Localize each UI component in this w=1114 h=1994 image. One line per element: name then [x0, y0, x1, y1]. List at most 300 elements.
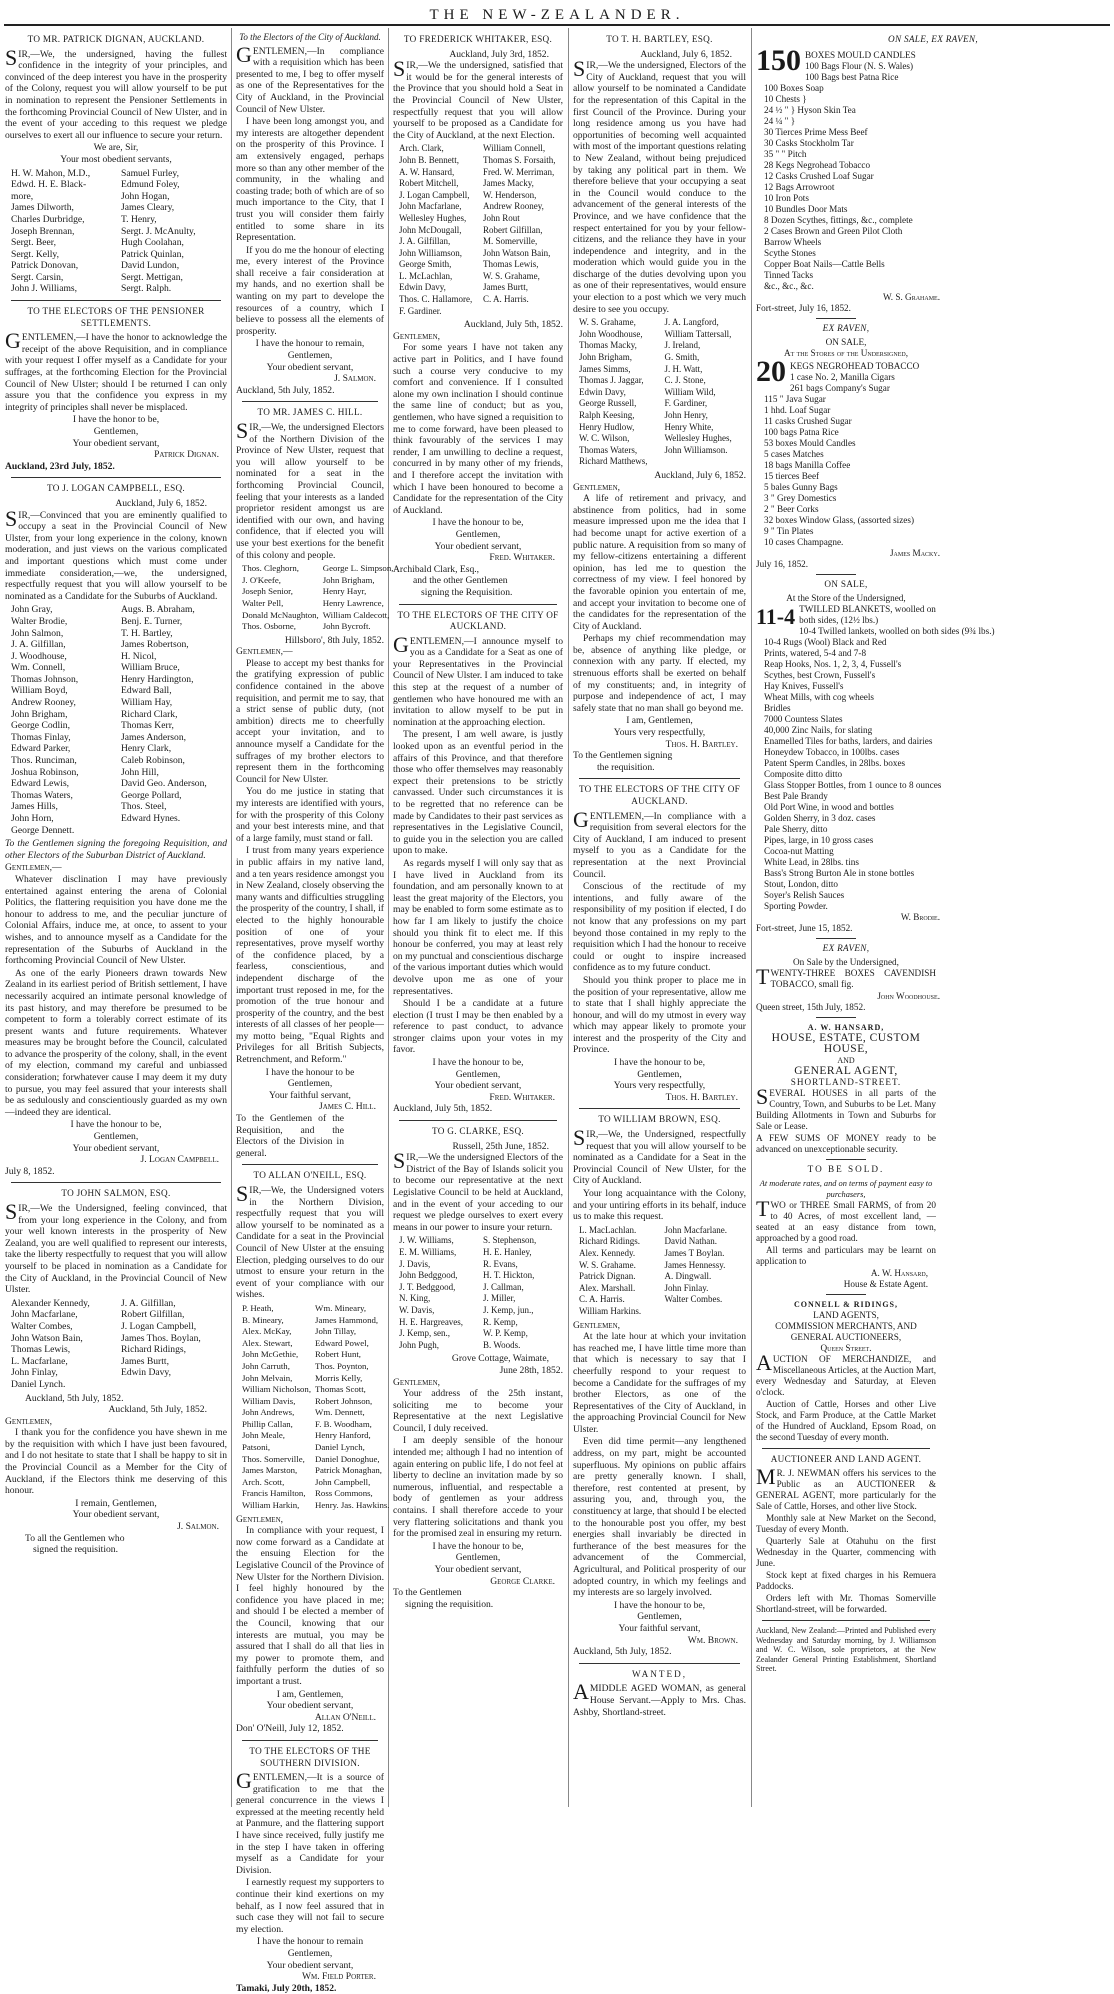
closing: Gentlemen,	[455, 1552, 501, 1564]
signatory-name: Thomas S. Forsaith,	[483, 154, 556, 165]
signatory-name: Thos. Osborne,	[242, 621, 296, 632]
article-heading: WANTED,	[631, 1668, 688, 1679]
signatory-name: L. McLachlan,	[399, 270, 453, 281]
signatory-name: C. A. Harris.	[483, 294, 529, 305]
closing: I remain, Gentlemen,	[75, 1497, 157, 1509]
advert-item: 40,000 Zinc Nails, for slating	[764, 725, 873, 735]
advert-big-number: 20	[756, 355, 786, 388]
signatory-name: J. T. Bedggood,	[399, 1281, 456, 1292]
signatory-name: William Connell,	[483, 143, 546, 154]
signatory-name: James Robertson,	[121, 639, 189, 651]
signatory-name: W. P. Kemp,	[483, 1328, 528, 1339]
article-heading: TO MR. PATRICK DIGNAN, AUCKLAND.	[27, 34, 205, 44]
advert-body: AUCTION OF MERCHANDIZE, and Miscellaneous Articles, at the Auction Mart, every Wednesday and Saturday, at Eleven o'clock.	[756, 1350, 936, 1397]
signatory-name: Caleb Robinson,	[121, 755, 185, 767]
signatory-name: Henry White,	[664, 421, 714, 432]
signatory-name: Thomas Kerr,	[121, 720, 174, 732]
signatory-name: John Finlay,	[11, 1367, 58, 1379]
closing: I am, Gentlemen,	[276, 1688, 344, 1700]
advert-item: 5 cases Matches	[764, 449, 824, 459]
dateline: Tamaki, July 20th, 1852.	[236, 1982, 337, 1994]
closing: Your most obedient servants,	[60, 153, 172, 165]
signatory-name: J. O'Keefe,	[242, 574, 281, 585]
signatory-name: William Bruce,	[121, 662, 180, 674]
advert-item: 24 ½ " } Hyson Skin Tea	[764, 105, 856, 115]
signatory-name: J. Ireland,	[664, 340, 701, 351]
dateline: Grove Cottage, Waimate,	[451, 1353, 549, 1365]
signature: Wm. Field Porter.	[301, 1971, 376, 1983]
signatory-name: John Meale,	[242, 1430, 285, 1441]
advert-item: 28 Kegs Negrohead Tobacco	[764, 160, 871, 170]
signatory-name: Richard Clark,	[121, 708, 178, 720]
signatory-name: Robert Hunt,	[315, 1349, 361, 1360]
signatory-name: W. Davis,	[399, 1304, 435, 1315]
addressee: signing the requisition.	[405, 1598, 494, 1610]
advert-item: 32 boxes Window Glass, (assorted sizes)	[764, 515, 915, 525]
signatory-name: John Macfarlane,	[11, 1309, 78, 1321]
signatory-name: John Tillay,	[315, 1326, 357, 1337]
signatory-name: George Codlin,	[11, 720, 70, 732]
signatory-name: John Carruth,	[242, 1360, 290, 1371]
closing: Gentlemen,	[287, 350, 333, 362]
salutation: Gentlemen,	[236, 1513, 284, 1525]
column-1	[5, 30, 227, 1810]
signatory-name: H. E. Hargreaves,	[399, 1316, 464, 1327]
advert-title: Queen Street.	[820, 1343, 872, 1353]
signatory-name: John B. Bennett,	[399, 154, 459, 165]
signatory-name: W. Henderson,	[483, 189, 537, 200]
note: To the Gentlemen signing the foregoing Requisition, and other Electors of the Suburban District of Auckland.	[5, 838, 227, 861]
signatory-name: B. Woods.	[483, 1339, 521, 1350]
signatory-name: S. Stephenson,	[483, 1235, 537, 1246]
closing: Your obedient servant,	[434, 1564, 522, 1575]
signatory-name: James Hills,	[11, 801, 58, 813]
dateline: Fort-street, July 16, 1852.	[756, 303, 851, 313]
signatory-name: Henry. Jas. Hawkins.	[315, 1500, 390, 1511]
signatory-name: Henry Lawrence,	[322, 597, 384, 608]
rule	[11, 477, 221, 478]
signature: Fred. Whitaker.	[489, 1091, 555, 1103]
signatory-name: John Rout	[483, 212, 520, 223]
signatory-name: William Nicholson,	[242, 1384, 312, 1395]
advert-item: 1 hhd. Loaf Sugar	[764, 405, 831, 415]
addressee: signed the requisition.	[33, 1544, 118, 1556]
advert-item: 261 bags Company's Sugar	[790, 383, 890, 393]
signatory-name: Donald McNaughton,	[242, 609, 319, 620]
advert-item: Copper Boat Nails—Cattle Bells	[764, 259, 885, 269]
rule	[816, 938, 856, 939]
signatory-name: Sergt. Mettigan,	[121, 271, 183, 283]
advert-item: Wheat Mills, with cog wheels	[764, 692, 874, 702]
article-heading: TO WILLIAM BROWN, ESQ.	[598, 1114, 721, 1125]
article-body: As regards myself I will only say that as I have lived in Auckland from its foundation, and am personally known to at least the great majority of the Electors, you may be enabled to form some estimate as to how far I am likely to justify the choice should you think fit to elect me. If this honour be conferred, you may at least rely on my punctual and conscientious discharge of the various important duties which would devolve upon me as one of your representatives.	[393, 857, 563, 997]
signatory-name: Thomas Waters,	[11, 789, 73, 801]
closing: Gentlemen,	[93, 1131, 139, 1143]
article-heading: TO ALLAN O'NEILL, ESQ.	[253, 1170, 367, 1181]
article-heading: TO THE ELECTORS OF THE CITY OF AUCKLAND.	[397, 609, 559, 632]
signatory-name: Patrick Quinlan,	[121, 248, 184, 260]
closing: Gentlemen,	[455, 528, 501, 540]
advert-item: Patent Sperm Candles, in 28lbs. boxes	[764, 758, 906, 768]
signatory-name: William Hay,	[121, 697, 173, 709]
advert-body: A FEW SUMS OF MONEY ready to be advanced on unexceptionable security.	[756, 1133, 936, 1154]
advert-item: 10 Iron Pots	[764, 193, 809, 203]
advert-item: 11 casks Crushed Sugar	[764, 416, 852, 426]
signatory-name	[665, 1306, 747, 1318]
advert-item: 12 Casks Crushed Loaf Sugar	[764, 171, 874, 181]
article-body: AMIDDLE AGED WOMAN, as general House Servant.—Apply to Mrs. Chas. Ashby, Shortland-street.	[573, 1679, 746, 1718]
signatory-name: A. Dingwall.	[664, 1271, 712, 1282]
signatory-name: John Bedggood,	[399, 1270, 458, 1281]
signatory-name: Walter Combes.	[664, 1294, 723, 1305]
advert-item: 10-4 Rugs (Wool) Black and Red	[764, 637, 887, 647]
advert-item: Soyer's Relish Sauces	[764, 890, 845, 900]
advert-item: 10 cases Champagne.	[764, 537, 844, 547]
dateline: Auckland, July 3rd, 1852.	[449, 48, 549, 60]
signature: J. Salmon.	[334, 373, 376, 385]
signatory-name: Thos. C. Hallamore,	[399, 294, 473, 305]
signatory-name: John J. Williams,	[11, 283, 78, 295]
article-body: Should you think proper to place me in the position of your representative, allow me to state that I shall highly appreciate the honour, and will do my utmost in every way which may appear likely to promote your interest and the prosperity of the City and Province.	[573, 974, 746, 1056]
column-5	[756, 30, 1110, 1810]
article-body: GENTLEMEN,—I have the honor to acknowledge the receipt of the above Requisition, and in compliance with your request I offer myself as a Candidate for your suffrages, at the forthcoming Election for the Provincial Council of New Ulster; should I be returned I can only assure you that the confidence you express in my integrity of principles shall never be misplaced.	[5, 328, 227, 413]
addressee: To the Gentlemen	[393, 1587, 462, 1599]
rule	[242, 401, 378, 402]
signatory-name: F. Gardiner,	[664, 398, 708, 409]
column-divider	[388, 28, 389, 1807]
advert-item: Glass Stopper Bottles, from 1 ounce to 8 ounces	[764, 780, 942, 790]
advert-item: 10 Chests }	[764, 94, 807, 104]
signatory-list	[579, 1225, 746, 1318]
signatory-name: Joseph Senior,	[242, 586, 293, 597]
dateline: Auckland, July 6, 1852.	[654, 469, 746, 481]
signature: Patrick Dignan.	[154, 449, 219, 461]
signatory-name: Fred. W. Merriman,	[483, 166, 555, 177]
signatory-name: R. Kemp,	[483, 1316, 518, 1327]
signatory-name: Daniel Donoghue,	[315, 1453, 380, 1464]
signatory-name: George Pollard,	[121, 789, 182, 801]
signatory-name: John Watson Bain,	[483, 247, 551, 258]
advert-body: SEVERAL HOUSES in all parts of the Country, Town, and Suburbs to be Let. Many Building Allotments in Town and Suburbs for Sale or Lease.	[756, 1084, 936, 1131]
rule	[816, 318, 856, 319]
signatory-name: M. Somerville,	[483, 236, 538, 247]
signatory-name: Alex. Marshall.	[579, 1282, 636, 1293]
signatory-name: William Davis,	[242, 1395, 296, 1406]
signatory-name: James Hennessy.	[664, 1259, 726, 1270]
article-body: SIR,—We, the undersigned, having the fullest confidence in the integrity of your principles, and convinced of the deep interest you have in the prosperity of the Colony, request you will allow yourself to be put in nomination to represent the Pensioner Settlements in the forthcoming Provincial Council of New Ulster, and in the event of your acceding to this request we pledge ourselves to exert all our influence to secure your return.	[5, 44, 227, 141]
signatory-name: Charles Durbridge,	[11, 213, 85, 225]
advert-item: White Lead, in 28lbs. tins	[764, 857, 859, 867]
signature: J. Salmon.	[177, 1521, 219, 1533]
article-heading: TO T. H. BARTLEY, ESQ.	[606, 34, 713, 44]
signatory-name: John Horn,	[11, 813, 54, 824]
signatory-name: John Williamson,	[399, 247, 462, 258]
advert-item-list	[756, 61, 1110, 292]
closing: Gentlemen,	[455, 1068, 501, 1080]
article-body: Your long acquaintance with the Colony, and your untiring efforts in its behalf, induce us to make this request.	[573, 1188, 746, 1223]
signatory-name: J. Kemp, jun.,	[483, 1304, 534, 1315]
advert-item: Golden Sherry, in 3 doz. cases	[764, 813, 876, 823]
signatory-name: Henry Hardington,	[121, 673, 194, 685]
signatory-name: Edwin Davy,	[399, 282, 446, 293]
signatory-name: L. MacLachlan.	[579, 1224, 637, 1235]
reply-paragraph: For some years I have not taken any active part in Politics, and I have found such a course very conducive to my comfort and convenience. If I consulted alone my own inclination I should continue the same line of conduct; but as you, gentlemen, who have signed a requisition to me to come forward, have been pleased to think favourably of the services I may render, I am unwilling to decline a request, concurred in by many other of my friends, and I therefore accept the invitation with which I have been honoured to become a Candidate for the representation of the City of Auckland.	[393, 342, 563, 516]
dateline: Auckland, July 6, 1852.	[640, 48, 732, 60]
masthead-title: THE NEW-ZEALANDER.	[429, 7, 685, 23]
advert-body: TWENTY-THREE BOXES CAVENDISH TOBACCO, small fig.	[756, 964, 936, 989]
signatory-name: Patrick Monaghan,	[315, 1465, 382, 1476]
signatory-name: John Bycroft.	[322, 621, 371, 632]
signatory-name: John Melvain,	[242, 1372, 293, 1383]
closing: Your faithful servant,	[618, 1622, 701, 1634]
signatory-name: R. Evans,	[483, 1258, 518, 1269]
signatory-name: F. B. Woodham,	[315, 1418, 372, 1429]
article-heading: TO MR. JAMES C. HILL.	[257, 407, 363, 418]
advert-title: GENERAL AGENT,	[794, 1065, 898, 1077]
advert-item: 30 Casks Stockholm Tar	[764, 138, 854, 148]
advert-item: 9 " Tin Plates	[764, 526, 814, 536]
signatory-name: T. Henry,	[121, 213, 157, 225]
article-heading: To the Electors of the City of Auckland.	[239, 32, 381, 42]
signatory-name: Thomas Lewis,	[483, 259, 539, 270]
advert-item: Scythes, best Crown, Fussell's	[764, 670, 876, 680]
closing: I have the honour to be,	[432, 1540, 524, 1552]
article-body: I have been long amongst you, and my interests are altogether dependent on the prosperity of this Province. I am extensively engaged, perhaps more so than any other member of the community, in the whaling and coasting trade; both of which are of so much importance to the City, that I trust you will consider them fairly entitled to some share in its Representation.	[236, 116, 384, 244]
article-body: If you do me the honour of electing me, every interest of the Province shall receive a fair consideration at my hands, and no exertion shall be wanting on my part to develope the resources of a country, which I believe to possess all the elements of prosperity.	[236, 244, 384, 337]
signatory-name: John Henry,	[664, 410, 708, 420]
signatory-name	[121, 1379, 227, 1391]
signatory-list	[11, 604, 227, 836]
closing: Your faithful servant,	[269, 1089, 351, 1101]
advert-item: Old Port Wine, in wood and bottles	[764, 802, 894, 812]
signatory-name: Robert Johnson,	[315, 1395, 373, 1406]
advert-title: GENERAL AUCTIONEERS,	[790, 1332, 902, 1342]
signatory-name: Morris Kelly,	[315, 1372, 363, 1383]
advert-name: CONNELL & RIDINGS,	[793, 1300, 898, 1309]
signatory-name: Sergt. Beer,	[11, 237, 56, 249]
signatory-name: George L. Simpson,	[322, 563, 394, 574]
signatory-list	[11, 1298, 227, 1391]
advert-title: SHORTLAND-STREET.	[790, 1077, 902, 1087]
signatory-name: A. W. Hansard,	[399, 166, 455, 177]
signatory-name: H. E. Hanley,	[483, 1246, 532, 1257]
article-body: SIR,—We, the undersigned Electors of the Northern Division of the Province of New Ulster, request that you will allow yourself to be nominated for a seat in the forthcoming Provincial Council, feeling that your interests as a landed proprietor resident amongst us are identified with our own, and having confidence, that if elected you will use your best exertions for the benefit of this colony and people.	[236, 418, 384, 561]
signatory-name: Edward Parker,	[11, 743, 71, 755]
closing: Your obedient servant,	[434, 540, 522, 552]
rule	[816, 1017, 856, 1018]
signatory-name: J. W. Williams,	[399, 1235, 454, 1246]
signatory-list	[579, 317, 746, 468]
signatory-name: Ralph Keesing,	[579, 410, 635, 420]
advert-body: Auction of Cattle, Horses and other Live Stock, and Farm Produce, at the Cattle Market of the Hundred of Auckland, Epsom Road, on the second Tuesday of every month.	[756, 1399, 936, 1442]
signature: House & Estate Agent.	[843, 1279, 928, 1289]
dateline: Auckland, July 6, 1852.	[115, 497, 207, 509]
signatory-name: Samuel Furley,	[121, 167, 179, 179]
signatory-name: Thos. Somerville,	[242, 1453, 305, 1464]
column-divider	[568, 28, 569, 1807]
article-heading: TO JOHN SALMON, ESQ.	[61, 1188, 171, 1199]
advert-item-list	[756, 626, 995, 912]
signatory-name: John Hill,	[121, 766, 159, 778]
article-heading: TO G. CLARKE, ESQ.	[431, 1126, 524, 1137]
signatory-name: Thos. Poynton,	[315, 1360, 369, 1371]
signatory-name: Sergt. Ralph.	[121, 283, 172, 295]
signatory-name: Ross Commons,	[315, 1488, 373, 1499]
dateline: Auckland, 5th July, 1852.	[236, 384, 335, 396]
dateline: July 16, 1852.	[756, 559, 809, 569]
signatory-name: Wm. Mineary,	[315, 1302, 367, 1313]
signatory-name: Henry Hayr,	[322, 586, 367, 597]
dateline: Queen street, 15th July, 1852.	[756, 1002, 866, 1012]
signatory-name: L. Macfarlane,	[11, 1355, 68, 1367]
signatory-name: Phillip Callan,	[242, 1418, 293, 1429]
advert-sub: At the Stores of the Undersigned,	[783, 348, 909, 358]
reply-paragraph: A life of retirement and privacy, and abstinence from politics, had in some measure impressed upon me the idea that I had become unapt for active exertion of a public nature. A requisition from so many of my fellow-citizens entertaining a different opinion, has led me to question the correctness of my view. I feel honored by the favorable opinion you entertain of me, and accept your invitation to become one of the candidates for the representation of the City of Auckland.	[573, 493, 746, 632]
signatory-name: W. S. Grahame.	[579, 1259, 636, 1270]
advert-item: 2 Cases Brown and Green Pilot Cloth	[764, 226, 903, 236]
advert-heading: EX RAVEN,	[822, 943, 870, 953]
advert-item: 2 " Beer Corks	[764, 504, 819, 514]
signatory-name: John Salmon,	[11, 627, 64, 639]
article-body: GENTLEMEN,—In compliance with a requisition which has been presented to me, I beg to offer myself as one of the Representatives for the City of Auckland, in the Provincial Council of New Ulster.	[236, 41, 384, 115]
rule	[826, 1294, 866, 1295]
advert-intro: TWILLED BLANKETS, woolled on both sides, (12½ lbs.)	[799, 604, 936, 625]
signatory-name: F. Gardiner.	[399, 305, 442, 316]
reply-paragraph: Your address of the 25th instant, soliciting me to become your Representative at the next Legislative Council, I duly received.	[393, 1388, 563, 1434]
dateline: Auckland, 5th July, 1852.	[25, 1392, 124, 1404]
closing: I have the honour to be,	[70, 1119, 162, 1131]
advert-body: TWO or THREE Small FARMS, of from 20 to 40 Acres, of most excellent land, — seated at an easy distance from town, approached by a good road.	[756, 1196, 936, 1243]
signatory-name: Robert Gilfillan,	[483, 224, 543, 235]
signatory-name: John Macfarlane,	[399, 201, 462, 212]
signatory-name: N. King,	[399, 1293, 431, 1304]
reply-paragraph: In compliance with your request, I now come forward as a Candidate at the ensuing Election for the Legislative Council of the Province of New Ulster for the Northern Division. I feel highly honoured by the confidence you have placed in me; and should I be elected a member of the Council, knowing that our interests are mutual, you may be assured that I shall do all that lies in my power to promote them, and faithfully perform the duties of so important a trust.	[236, 1525, 384, 1687]
signatory-name: Edwd. H. E. Black-	[11, 179, 87, 191]
advert-item: Hay Knives, Fussell's	[764, 681, 844, 691]
masthead	[0, 4, 1114, 26]
advert-title: COMMISSION MERCHANTS, AND	[775, 1321, 917, 1331]
advert-sub: ON SALE,	[825, 337, 867, 347]
closing: We are, Sir,	[93, 142, 139, 154]
signatory-name: Walter Brodie,	[11, 615, 68, 627]
signatory-name: Henry Clark,	[121, 743, 172, 755]
article-heading: TO FREDERICK WHITAKER, ESQ.	[403, 34, 553, 44]
advert-heading: TO BE SOLD.	[807, 1164, 885, 1174]
signatory-name: David Nathan.	[664, 1236, 717, 1247]
dateline: Don' O'Neill, July 12, 1852.	[236, 1723, 344, 1735]
signatory-name: W. S. Grahame,	[483, 270, 540, 281]
signature: A. W. Hansard,	[870, 1268, 928, 1278]
article-heading: TO THE ELECTORS OF THE PENSIONER SETTLEMENTS.	[27, 306, 205, 328]
signature: W. S. Grahame.	[882, 292, 940, 302]
article-body: Should I be a candidate at a future election (I trust I may be then enabled by a reference to past conduct, to advance stronger claims upon your votes in my favor.	[393, 998, 563, 1056]
advert-item: 3 " Grey Domestics	[764, 493, 837, 503]
signatory-name: Thomas Lewis,	[11, 1344, 71, 1356]
closing: I have the honor to be,	[72, 414, 160, 426]
advert-intro: BOXES MOULD CANDLES	[805, 50, 916, 60]
reply-paragraph: Whatever disclination I may have previously entertained against entering the arena of Colonial Politics, the flattering requisition you have done me the honour to address to me, and the peculiar juncture of Colonial Affairs, induce me, at once, to assent to your wishes, and to announce myself as a Candidate for the representation of the Suburbs of Auckland in the forthcoming Provincial Council of New Ulster.	[5, 873, 227, 967]
closing: I have the honour to remain,	[255, 338, 365, 350]
signatory-name: James Hammond,	[315, 1314, 379, 1325]
signatory-name: Alex. Stewart,	[242, 1337, 293, 1348]
signatory-name: Thos. Cleghorn,	[242, 563, 299, 574]
closing: Your obedient servant,	[72, 437, 160, 449]
signatory-name: James Anderson,	[121, 731, 187, 743]
advert-item: 100 Boxes Soap	[764, 83, 824, 93]
signatory-name: J. Woodhouse,	[11, 650, 67, 662]
signatory-name: John Pugh,	[399, 1339, 440, 1350]
signatory-name: John Williamson.	[664, 444, 728, 455]
rule	[399, 604, 557, 605]
closing: Gentlemen,	[287, 1078, 333, 1090]
signatory-name: Daniel Lynch.	[11, 1378, 66, 1390]
signatory-name: John Andrews,	[242, 1407, 295, 1418]
signature: W. Brodie.	[900, 912, 940, 922]
signatory-name: Edward Hynes.	[121, 813, 181, 824]
signatory-name: Alex. McKay,	[242, 1326, 292, 1337]
addressee: and the other Gentlemen	[413, 575, 508, 587]
signatory-name: H. Nicol,	[121, 650, 157, 662]
signatory-name: William Tattersall,	[664, 328, 732, 339]
advert-item: 10-4 Twilled lankets, woolled on both sides (9¾ lbs.)	[799, 626, 995, 636]
signatory-name: Edward Lewis,	[11, 778, 70, 790]
column-divider	[751, 28, 752, 1807]
signatory-name: James Marston,	[242, 1465, 298, 1476]
reply-paragraph: I trust from many years experience in public affairs in my native land, and a ten years residence amongst you in New Zealand, closely observing the many wants and difficulties struggling the prosperity of the country, I shall, if elected to the highly honourable position of one of your representatives, prove myself worthy of the confidence placed, by a fearless, conscientious, and independent discharge of the important trust reposed in me, for the promotion of the true honour and prosperity of the country, and the best interests of all classes of her people—my motto being, "Equal Rights and Privileges for all British Subjects, Retrenchment, and Reform."	[236, 845, 384, 1066]
dateline: Auckland, 5th July, 1852.	[573, 1646, 672, 1658]
closing: I have the honour to be,	[613, 1057, 706, 1069]
signatory-name: Thomas Scott,	[315, 1384, 366, 1395]
article-body: GENTLEMEN,—I announce myself to you as a Candidate for a Seat as one of your Representatives in the Provincial Council of New Ulster. I am induced to take this step at the request of a number of gentlemen who have honoured me with an invitation to allow myself to be put in nomination at the approaching election.	[393, 631, 563, 728]
dateline: Hillsboro', 8th July, 1852.	[284, 634, 384, 646]
signatory-name: William Boyd,	[11, 685, 68, 697]
signatory-name: J. Logan Campbell,	[399, 189, 470, 200]
salutation: Gentlemen,	[573, 481, 621, 493]
advert-body: Orders left with Mr. Thomas Somerville Shortland-street, will be forwarded.	[756, 1593, 936, 1614]
reply-paragraph: At the late hour at which your invitation has reached me, I have little time more than that which is necessary to say that I cheerfully respond to your request to become a Candidate for the suffrages of my brother Electors, as one of the Representatives of the City of Auckland, in the approaching Provincial Council for New Ulster.	[573, 1331, 746, 1435]
advert-name: A. W. HANSARD,	[807, 1023, 885, 1032]
signatory-name: J. Callman,	[483, 1281, 524, 1292]
advert-item: Sporting Powder.	[764, 901, 828, 911]
signatory-name: Robert Mitchell,	[399, 178, 459, 189]
advert-item: Cocoa-nut Matting	[764, 846, 834, 856]
signature: Wm. Brown.	[687, 1634, 738, 1646]
rule	[579, 1108, 740, 1109]
article-body: SIR,—We the undersigned, satisfied that it would be for the general interests of the Province that you should hold a Seat in the Provincial Council of New Ulster, respectfully request that you will allow yourself to be proposed as a Candidate for the City of Auckland, at the next Election.	[393, 56, 563, 141]
dateline: Auckland, July 5th, 1852.	[393, 1103, 493, 1115]
dateline: Fort-street, June 15, 1852.	[756, 923, 853, 933]
advert-heading: EX RAVEN,	[822, 323, 870, 333]
addressee: Archibald Clark, Esq.,	[393, 563, 480, 575]
signatory-name: Thos. Steel,	[121, 801, 167, 813]
closing: Gentlemen,	[637, 1068, 682, 1080]
article-body: Conscious of the rectitude of my intentions, and fully aware of the responsibility of my position if elected, I do not know that any professions on my part beyond those contained in my reply to the requisition which I had the honour to receive could or ought to inspire increased confidence as to my future conduct.	[573, 881, 746, 974]
advert-item: 100 Bags best Patna Rice	[805, 72, 899, 82]
dateline: Auckland, July 5th, 1852.	[463, 319, 563, 331]
signatory-name: Edwin Davy,	[579, 386, 626, 397]
salutation: Gentlemen,	[393, 330, 441, 342]
signature: Thos. H. Bartley.	[665, 1091, 738, 1103]
signatory-name: James Macky,	[483, 178, 534, 189]
advert-intro: KEGS NEGROHEAD TOBACCO	[790, 361, 920, 371]
advert-item: 30 Tierces Prime Mess Beef	[764, 127, 868, 137]
closing: Your obedient servant,	[266, 361, 354, 373]
addressee: signing the Requisition.	[421, 586, 513, 598]
signatory-name: Arch. Clark,	[399, 143, 444, 154]
rule	[399, 1120, 557, 1121]
masthead-rule	[4, 24, 1110, 26]
advert-item: Enamelled Tiles for baths, larders, and dairies	[764, 736, 933, 746]
